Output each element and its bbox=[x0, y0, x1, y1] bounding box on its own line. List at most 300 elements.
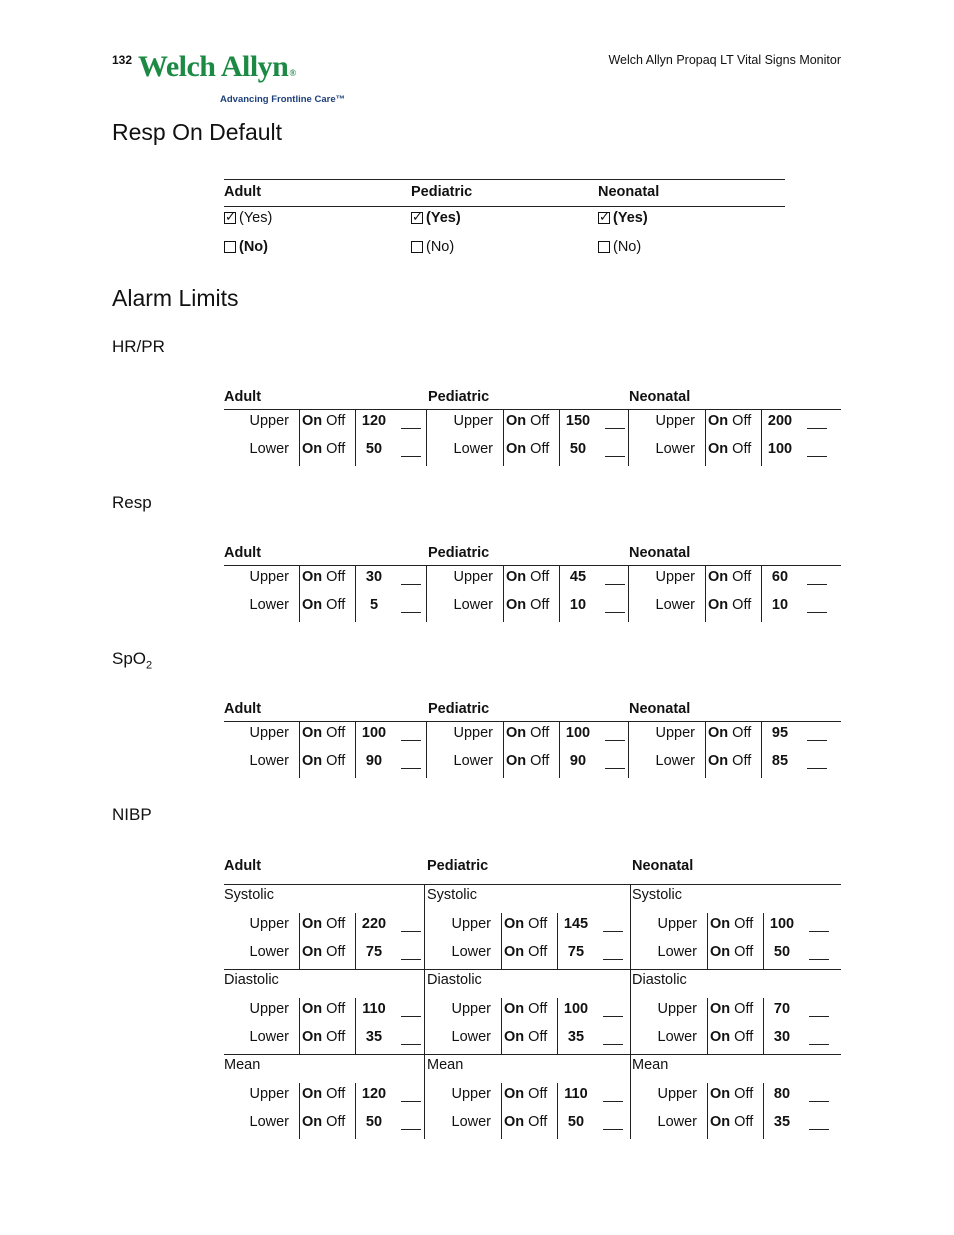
table-header bbox=[224, 545, 841, 566]
upper-label: Upper bbox=[451, 1086, 491, 1102]
lower-label: Lower bbox=[657, 944, 697, 960]
off-label: Off bbox=[326, 944, 346, 960]
col-neonatal: Neonatal bbox=[598, 184, 660, 200]
blank-line bbox=[401, 584, 421, 585]
upper-limit-value: 100 bbox=[769, 916, 795, 932]
table-header bbox=[224, 701, 841, 722]
spo2-title-text: SpO bbox=[112, 649, 147, 668]
lower-label: Lower bbox=[249, 441, 289, 457]
upper-label: Upper bbox=[249, 1086, 289, 1102]
lower-label: Lower bbox=[657, 1029, 697, 1045]
col-pediatric: Pediatric bbox=[411, 184, 473, 200]
on-label: On bbox=[708, 413, 729, 429]
upper-limit-value: 30 bbox=[365, 569, 383, 585]
upper-label: Upper bbox=[249, 569, 289, 585]
column-divider bbox=[299, 1083, 300, 1139]
checkbox-checked-icon bbox=[411, 212, 423, 224]
blank-line bbox=[603, 931, 623, 932]
lower-label: Lower bbox=[655, 597, 695, 613]
group-name: Mean bbox=[632, 1057, 669, 1073]
nibp-group-diastolic bbox=[224, 970, 841, 1055]
on-off-toggle bbox=[708, 441, 751, 457]
off-label: Off bbox=[732, 753, 752, 769]
on-off-toggle bbox=[302, 441, 345, 457]
subsection-title-spo2 bbox=[112, 649, 152, 671]
upper-limit-value: 60 bbox=[771, 569, 789, 585]
on-label: On bbox=[504, 1114, 525, 1130]
lower-limit-value: 30 bbox=[773, 1029, 791, 1045]
off-label: Off bbox=[528, 944, 548, 960]
lower-limit-value: 50 bbox=[365, 441, 383, 457]
on-label: On bbox=[302, 753, 323, 769]
on-off-toggle bbox=[506, 725, 549, 741]
off-label: Off bbox=[732, 441, 752, 457]
on-label: On bbox=[506, 569, 527, 585]
off-label: Off bbox=[732, 725, 752, 741]
blank-line bbox=[807, 456, 827, 457]
neonatal-yes-option bbox=[598, 210, 648, 226]
on-label: On bbox=[708, 597, 729, 613]
upper-label: Upper bbox=[453, 569, 493, 585]
column-divider bbox=[503, 410, 504, 466]
upper-limit-value: 120 bbox=[361, 413, 387, 429]
lower-limit-value: 100 bbox=[767, 441, 793, 457]
yes-label: (Yes) bbox=[613, 210, 648, 226]
upper-label: Upper bbox=[451, 1001, 491, 1017]
blank-line bbox=[809, 1016, 829, 1017]
on-label: On bbox=[302, 441, 323, 457]
off-label: Off bbox=[326, 413, 346, 429]
on-label: On bbox=[708, 569, 729, 585]
on-off-toggle bbox=[302, 413, 345, 429]
col-pediatric: Pediatric bbox=[428, 389, 490, 405]
on-off-toggle bbox=[504, 1001, 547, 1017]
column-divider bbox=[705, 722, 706, 778]
col-neonatal: Neonatal bbox=[629, 389, 691, 405]
off-label: Off bbox=[530, 753, 550, 769]
column-divider bbox=[299, 566, 300, 622]
on-label: On bbox=[302, 1114, 323, 1130]
lower-limit-value: 50 bbox=[365, 1114, 383, 1130]
upper-label: Upper bbox=[249, 413, 289, 429]
on-label: On bbox=[506, 441, 527, 457]
on-off-toggle bbox=[708, 413, 751, 429]
blank-line bbox=[605, 612, 625, 613]
table-header bbox=[224, 856, 841, 885]
off-label: Off bbox=[732, 569, 752, 585]
off-label: Off bbox=[732, 413, 752, 429]
limits-body bbox=[224, 566, 841, 622]
column-divider bbox=[299, 913, 300, 969]
lower-label: Lower bbox=[453, 753, 493, 769]
nibp-limits-table bbox=[224, 856, 841, 1139]
column-divider bbox=[707, 1083, 708, 1139]
blank-line bbox=[605, 584, 625, 585]
on-off-toggle bbox=[710, 1114, 753, 1130]
blank-line bbox=[605, 428, 625, 429]
welch-allyn-logo: Welch Allyn® Advancing Frontline Care™ bbox=[138, 50, 346, 105]
off-label: Off bbox=[326, 1086, 346, 1102]
logo-tagline: Advancing Frontline Care™ bbox=[220, 94, 346, 105]
col-adult: Adult bbox=[224, 389, 262, 405]
upper-limit-value: 100 bbox=[563, 1001, 589, 1017]
off-label: Off bbox=[528, 1029, 548, 1045]
group-name: Diastolic bbox=[224, 972, 279, 988]
blank-line bbox=[807, 740, 827, 741]
group-name: Systolic bbox=[427, 887, 477, 903]
off-label: Off bbox=[528, 1114, 548, 1130]
on-label: On bbox=[708, 753, 729, 769]
blank-line bbox=[401, 931, 421, 932]
lower-limit-value: 50 bbox=[567, 1114, 585, 1130]
on-label: On bbox=[506, 597, 527, 613]
lower-label: Lower bbox=[453, 597, 493, 613]
on-off-toggle bbox=[302, 569, 345, 585]
lower-limit-value: 90 bbox=[365, 753, 383, 769]
on-off-toggle bbox=[302, 1114, 345, 1130]
off-label: Off bbox=[326, 441, 346, 457]
neonatal-no-option bbox=[598, 239, 641, 255]
on-off-toggle bbox=[504, 1029, 547, 1045]
lower-limit-value: 75 bbox=[567, 944, 585, 960]
on-off-toggle bbox=[302, 944, 345, 960]
group-name: Diastolic bbox=[427, 972, 482, 988]
on-off-toggle bbox=[708, 753, 751, 769]
lower-label: Lower bbox=[655, 441, 695, 457]
nibp-group-systolic bbox=[224, 885, 841, 970]
blank-line bbox=[603, 1016, 623, 1017]
on-label: On bbox=[302, 597, 323, 613]
off-label: Off bbox=[326, 569, 346, 585]
on-off-toggle bbox=[708, 569, 751, 585]
off-label: Off bbox=[528, 1086, 548, 1102]
lower-label: Lower bbox=[451, 1114, 491, 1130]
upper-label: Upper bbox=[657, 1001, 697, 1017]
subsection-title-resp: Resp bbox=[112, 493, 152, 512]
table-header bbox=[224, 389, 841, 410]
lower-label: Lower bbox=[249, 597, 289, 613]
no-row bbox=[224, 236, 785, 265]
on-label: On bbox=[302, 725, 323, 741]
upper-label: Upper bbox=[451, 916, 491, 932]
column-divider bbox=[424, 885, 425, 969]
column-divider bbox=[501, 998, 502, 1054]
hrpr-limits-table bbox=[224, 389, 841, 466]
upper-limit-value: 45 bbox=[569, 569, 587, 585]
resp-on-default-table bbox=[224, 179, 785, 265]
checkbox-empty-icon bbox=[598, 241, 610, 253]
column-divider bbox=[299, 410, 300, 466]
col-neonatal: Neonatal bbox=[632, 858, 694, 874]
group-name: Mean bbox=[427, 1057, 464, 1073]
on-label: On bbox=[710, 944, 731, 960]
on-label: On bbox=[302, 1001, 323, 1017]
col-adult: Adult bbox=[224, 545, 262, 561]
resp-limits-table bbox=[224, 545, 841, 622]
on-off-toggle bbox=[708, 597, 751, 613]
blank-line bbox=[605, 768, 625, 769]
subsection-title-hrpr: HR/PR bbox=[112, 337, 165, 356]
checkbox-checked-icon bbox=[598, 212, 610, 224]
lower-limit-value: 35 bbox=[773, 1114, 791, 1130]
upper-label: Upper bbox=[657, 916, 697, 932]
column-divider bbox=[630, 885, 631, 969]
lower-label: Lower bbox=[451, 944, 491, 960]
off-label: Off bbox=[326, 1001, 346, 1017]
on-label: On bbox=[506, 413, 527, 429]
upper-label: Upper bbox=[249, 1001, 289, 1017]
upper-limit-value: 110 bbox=[362, 1001, 386, 1017]
on-off-toggle bbox=[506, 569, 549, 585]
blank-line bbox=[807, 768, 827, 769]
on-off-toggle bbox=[302, 1001, 345, 1017]
blank-line bbox=[807, 584, 827, 585]
upper-label: Upper bbox=[655, 725, 695, 741]
blank-line bbox=[401, 768, 421, 769]
lower-limit-value: 35 bbox=[567, 1029, 585, 1045]
on-off-toggle bbox=[710, 1086, 753, 1102]
column-divider bbox=[707, 913, 708, 969]
off-label: Off bbox=[326, 1029, 346, 1045]
on-off-toggle bbox=[504, 1114, 547, 1130]
off-label: Off bbox=[734, 1086, 754, 1102]
column-divider bbox=[426, 722, 427, 778]
off-label: Off bbox=[734, 944, 754, 960]
on-off-toggle bbox=[302, 597, 345, 613]
lower-limit-value: 50 bbox=[773, 944, 791, 960]
off-label: Off bbox=[326, 916, 346, 932]
blank-line bbox=[401, 428, 421, 429]
upper-limit-value: 150 bbox=[565, 413, 591, 429]
off-label: Off bbox=[530, 597, 550, 613]
column-divider bbox=[424, 970, 425, 1054]
page-number: 132 bbox=[112, 53, 133, 67]
lower-limit-value: 5 bbox=[369, 597, 379, 613]
upper-limit-value: 70 bbox=[773, 1001, 791, 1017]
column-divider bbox=[705, 410, 706, 466]
lower-label: Lower bbox=[249, 944, 289, 960]
col-neonatal: Neonatal bbox=[629, 701, 691, 717]
blank-line bbox=[603, 959, 623, 960]
on-label: On bbox=[302, 1086, 323, 1102]
col-neonatal: Neonatal bbox=[629, 545, 691, 561]
column-divider bbox=[501, 913, 502, 969]
spo2-title-subscript: 2 bbox=[146, 659, 153, 672]
upper-limit-value: 100 bbox=[361, 725, 387, 741]
on-off-toggle bbox=[506, 441, 549, 457]
lower-limit-value: 10 bbox=[569, 597, 587, 613]
group-name: Systolic bbox=[632, 887, 682, 903]
on-label: On bbox=[504, 916, 525, 932]
on-off-toggle bbox=[506, 413, 549, 429]
no-label: (No) bbox=[613, 239, 642, 255]
group-name: Mean bbox=[224, 1057, 261, 1073]
upper-label: Upper bbox=[249, 916, 289, 932]
off-label: Off bbox=[528, 1001, 548, 1017]
on-label: On bbox=[504, 1086, 525, 1102]
on-label: On bbox=[710, 1029, 731, 1045]
on-label: On bbox=[710, 1086, 731, 1102]
lower-limit-value: 10 bbox=[771, 597, 789, 613]
blank-line bbox=[809, 931, 829, 932]
off-label: Off bbox=[326, 597, 346, 613]
adult-yes-option bbox=[224, 210, 272, 226]
off-label: Off bbox=[528, 916, 548, 932]
on-label: On bbox=[506, 725, 527, 741]
off-label: Off bbox=[734, 1029, 754, 1045]
on-off-toggle bbox=[302, 1029, 345, 1045]
off-label: Off bbox=[734, 1001, 754, 1017]
column-divider bbox=[426, 410, 427, 466]
lower-label: Lower bbox=[657, 1114, 697, 1130]
no-label: (No) bbox=[426, 239, 455, 255]
blank-line bbox=[809, 959, 829, 960]
blank-line bbox=[603, 1129, 623, 1130]
column-divider bbox=[299, 998, 300, 1054]
on-label: On bbox=[710, 916, 731, 932]
blank-line bbox=[401, 612, 421, 613]
column-divider bbox=[424, 1055, 425, 1139]
blank-line bbox=[603, 1101, 623, 1102]
on-label: On bbox=[302, 916, 323, 932]
section-title-alarm-limits: Alarm Limits bbox=[112, 285, 239, 311]
lower-label: Lower bbox=[655, 753, 695, 769]
limits-body bbox=[224, 410, 841, 466]
group-name: Systolic bbox=[224, 887, 274, 903]
column-divider bbox=[705, 566, 706, 622]
on-label: On bbox=[708, 441, 729, 457]
col-adult: Adult bbox=[224, 701, 262, 717]
col-pediatric: Pediatric bbox=[428, 545, 490, 561]
column-divider bbox=[628, 566, 629, 622]
upper-label: Upper bbox=[249, 725, 289, 741]
limits-body bbox=[224, 722, 841, 778]
blank-line bbox=[401, 959, 421, 960]
on-off-toggle bbox=[504, 916, 547, 932]
blank-line bbox=[605, 456, 625, 457]
lower-limit-value: 75 bbox=[365, 944, 383, 960]
blank-line bbox=[809, 1044, 829, 1045]
blank-line bbox=[603, 1044, 623, 1045]
column-divider bbox=[628, 722, 629, 778]
on-label: On bbox=[710, 1114, 731, 1130]
upper-label: Upper bbox=[655, 413, 695, 429]
on-off-toggle bbox=[504, 944, 547, 960]
on-label: On bbox=[302, 944, 323, 960]
upper-limit-value: 145 bbox=[563, 916, 589, 932]
blank-line bbox=[401, 740, 421, 741]
lower-label: Lower bbox=[249, 753, 289, 769]
subsection-title-nibp: NIBP bbox=[112, 805, 152, 824]
column-divider bbox=[628, 410, 629, 466]
lower-limit-value: 90 bbox=[569, 753, 587, 769]
off-label: Off bbox=[530, 569, 550, 585]
running-head: Welch Allyn Propaq LT Vital Signs Monitor bbox=[608, 53, 841, 67]
on-off-toggle bbox=[710, 1029, 753, 1045]
on-label: On bbox=[710, 1001, 731, 1017]
lower-label: Lower bbox=[451, 1029, 491, 1045]
on-off-toggle bbox=[504, 1086, 547, 1102]
on-off-toggle bbox=[302, 753, 345, 769]
on-off-toggle bbox=[302, 1086, 345, 1102]
upper-label: Upper bbox=[453, 413, 493, 429]
adult-no-option bbox=[224, 239, 268, 255]
col-adult: Adult bbox=[224, 184, 262, 200]
off-label: Off bbox=[530, 413, 550, 429]
lower-label: Lower bbox=[453, 441, 493, 457]
lower-label: Lower bbox=[249, 1114, 289, 1130]
yes-label: (Yes) bbox=[239, 210, 273, 226]
on-off-toggle bbox=[506, 753, 549, 769]
yes-row bbox=[224, 207, 785, 236]
off-label: Off bbox=[734, 916, 754, 932]
upper-limit-value: 95 bbox=[771, 725, 789, 741]
column-divider bbox=[503, 566, 504, 622]
blank-line bbox=[807, 428, 827, 429]
checkbox-empty-icon bbox=[224, 241, 236, 253]
pediatric-no-option bbox=[411, 239, 454, 255]
upper-limit-value: 120 bbox=[361, 1086, 387, 1102]
checkbox-checked-icon bbox=[224, 212, 236, 224]
blank-line bbox=[401, 456, 421, 457]
upper-limit-value: 110 bbox=[564, 1086, 588, 1102]
col-adult: Adult bbox=[224, 858, 262, 874]
on-off-toggle bbox=[710, 916, 753, 932]
on-label: On bbox=[302, 569, 323, 585]
on-label: On bbox=[504, 944, 525, 960]
off-label: Off bbox=[530, 441, 550, 457]
off-label: Off bbox=[326, 1114, 346, 1130]
lower-limit-value: 35 bbox=[365, 1029, 383, 1045]
blank-line bbox=[401, 1044, 421, 1045]
on-off-toggle bbox=[708, 725, 751, 741]
on-label: On bbox=[708, 725, 729, 741]
blank-line bbox=[401, 1101, 421, 1102]
on-label: On bbox=[302, 1029, 323, 1045]
column-divider bbox=[501, 1083, 502, 1139]
column-divider bbox=[426, 566, 427, 622]
blank-line bbox=[605, 740, 625, 741]
on-off-toggle bbox=[710, 944, 753, 960]
lower-limit-value: 85 bbox=[771, 753, 789, 769]
col-pediatric: Pediatric bbox=[428, 701, 490, 717]
column-divider bbox=[299, 722, 300, 778]
off-label: Off bbox=[734, 1114, 754, 1130]
blank-line bbox=[401, 1016, 421, 1017]
upper-limit-value: 220 bbox=[361, 916, 387, 932]
lower-limit-value: 50 bbox=[569, 441, 587, 457]
pediatric-yes-option bbox=[411, 210, 461, 226]
column-divider bbox=[630, 970, 631, 1054]
logo-text: Welch Allyn bbox=[138, 50, 289, 83]
spo2-limits-table bbox=[224, 701, 841, 778]
nibp-group-mean bbox=[224, 1055, 841, 1139]
on-label: On bbox=[504, 1029, 525, 1045]
group-name: Diastolic bbox=[632, 972, 687, 988]
on-label: On bbox=[504, 1001, 525, 1017]
upper-limit-value: 80 bbox=[773, 1086, 791, 1102]
column-divider bbox=[707, 998, 708, 1054]
no-label: (No) bbox=[239, 239, 268, 255]
on-off-toggle bbox=[506, 597, 549, 613]
blank-line bbox=[807, 612, 827, 613]
upper-label: Upper bbox=[655, 569, 695, 585]
col-pediatric: Pediatric bbox=[427, 858, 489, 874]
on-label: On bbox=[302, 413, 323, 429]
section-title-resp-on-default: Resp On Default bbox=[112, 119, 283, 145]
blank-line bbox=[809, 1129, 829, 1130]
column-divider bbox=[503, 722, 504, 778]
